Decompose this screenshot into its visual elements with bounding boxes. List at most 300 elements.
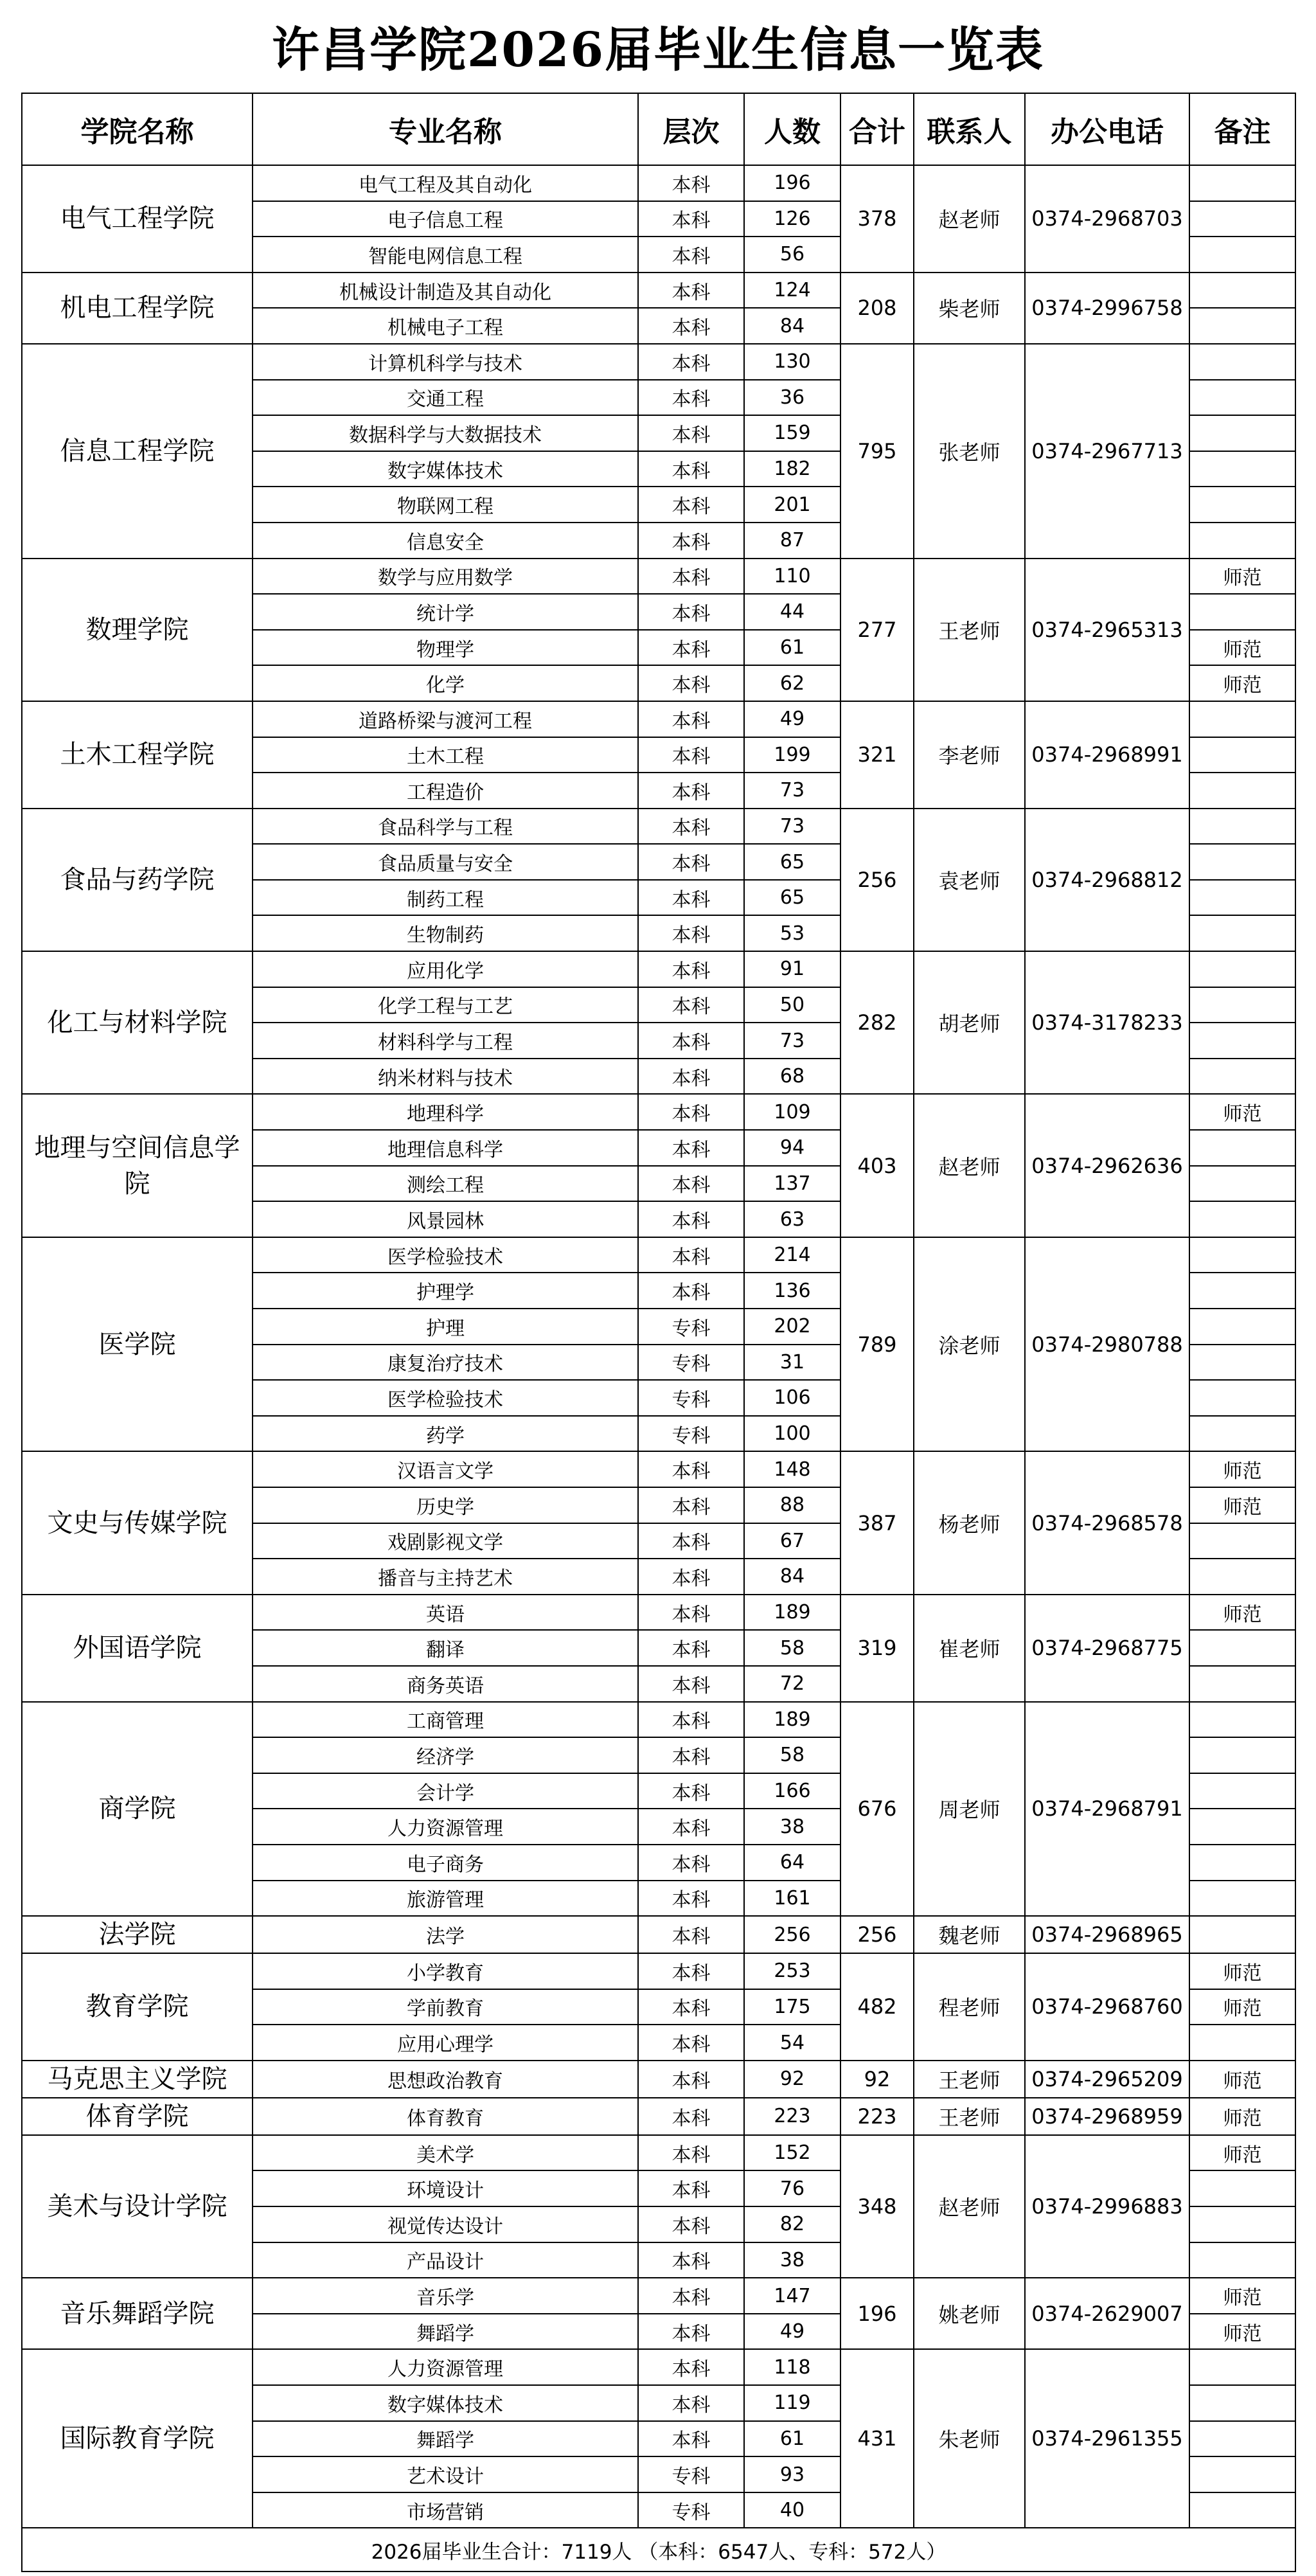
note-cell xyxy=(1189,1130,1295,1166)
college-name-cell: 教育学院 xyxy=(22,1953,253,2061)
major-cell: 医学检验技术 xyxy=(253,1237,638,1273)
college-total-cell: 208 xyxy=(840,273,914,344)
note-cell xyxy=(1189,1666,1295,1702)
note-cell: 师范 xyxy=(1189,2098,1295,2135)
major-cell: 人力资源管理 xyxy=(253,2349,638,2385)
level-cell: 本科 xyxy=(638,1989,744,2025)
count-cell: 49 xyxy=(744,2314,840,2350)
college-name-cell: 地理与空间信息学院 xyxy=(22,1094,253,1237)
major-cell: 电子商务 xyxy=(253,1845,638,1881)
phone-cell: 0374-3178233 xyxy=(1025,951,1189,1094)
major-cell: 信息安全 xyxy=(253,523,638,559)
major-cell: 化学 xyxy=(253,665,638,701)
level-cell: 本科 xyxy=(638,773,744,809)
table-row xyxy=(22,2278,1295,2314)
major-cell: 数字媒体技术 xyxy=(253,2385,638,2421)
count-cell: 175 xyxy=(744,1989,840,2025)
note-cell xyxy=(1189,844,1295,880)
level-cell: 本科 xyxy=(638,1916,744,1953)
note-cell xyxy=(1189,273,1295,309)
note-cell xyxy=(1189,165,1295,201)
college-total-cell: 321 xyxy=(840,701,914,809)
major-cell: 电子信息工程 xyxy=(253,201,638,237)
major-cell: 学前教育 xyxy=(253,1989,638,2025)
college-total-cell: 223 xyxy=(840,2098,914,2135)
header-level: 层次 xyxy=(638,93,744,165)
major-cell: 测绘工程 xyxy=(253,1166,638,1202)
major-cell: 历史学 xyxy=(253,1487,638,1523)
major-cell: 戏剧影视文学 xyxy=(253,1523,638,1559)
note-cell xyxy=(1189,1201,1295,1237)
note-cell: 师范 xyxy=(1189,2278,1295,2314)
college-name-cell: 马克思主义学院 xyxy=(22,2061,253,2098)
major-cell: 舞蹈学 xyxy=(253,2421,638,2457)
table-row xyxy=(22,701,1295,737)
level-cell: 本科 xyxy=(638,1523,744,1559)
level-cell: 本科 xyxy=(638,2242,744,2278)
major-cell: 制药工程 xyxy=(253,880,638,916)
major-cell: 化学工程与工艺 xyxy=(253,987,638,1023)
level-cell: 本科 xyxy=(638,201,744,237)
level-cell: 本科 xyxy=(638,665,744,701)
major-cell: 播音与主持艺术 xyxy=(253,1559,638,1595)
college-total-cell: 319 xyxy=(840,1595,914,1702)
count-cell: 137 xyxy=(744,1166,840,1202)
note-cell xyxy=(1189,2170,1295,2206)
level-cell: 本科 xyxy=(638,2314,744,2350)
major-cell: 旅游管理 xyxy=(253,1881,638,1917)
table-body xyxy=(22,165,1295,2528)
note-cell: 师范 xyxy=(1189,2061,1295,2098)
contact-cell: 王老师 xyxy=(914,559,1025,701)
major-cell: 应用化学 xyxy=(253,951,638,987)
note-cell xyxy=(1189,1916,1295,1953)
count-cell: 223 xyxy=(744,2098,840,2135)
note-cell xyxy=(1189,1845,1295,1881)
level-cell: 本科 xyxy=(638,2170,744,2206)
header-row xyxy=(22,93,1295,165)
level-cell: 本科 xyxy=(638,1737,744,1773)
level-cell: 本科 xyxy=(638,1666,744,1702)
count-cell: 54 xyxy=(744,2025,840,2061)
major-cell: 视觉传达设计 xyxy=(253,2206,638,2242)
count-cell: 73 xyxy=(744,773,840,809)
college-total-cell: 789 xyxy=(840,1237,914,1452)
major-cell: 体育教育 xyxy=(253,2098,638,2135)
college-name-cell: 机电工程学院 xyxy=(22,273,253,344)
count-cell: 68 xyxy=(744,1059,840,1095)
note-cell xyxy=(1189,1523,1295,1559)
count-cell: 110 xyxy=(744,559,840,595)
table-row xyxy=(22,2061,1295,2098)
note-cell xyxy=(1189,2456,1295,2492)
count-cell: 161 xyxy=(744,1881,840,1917)
note-cell xyxy=(1189,1380,1295,1416)
phone-cell: 0374-2968965 xyxy=(1025,1916,1189,1953)
phone-cell: 0374-2965313 xyxy=(1025,559,1189,701)
note-cell xyxy=(1189,1702,1295,1738)
major-cell: 数据科学与大数据技术 xyxy=(253,415,638,451)
contact-cell: 朱老师 xyxy=(914,2349,1025,2528)
major-cell: 护理 xyxy=(253,1309,638,1345)
college-total-cell: 387 xyxy=(840,1451,914,1594)
note-cell xyxy=(1189,737,1295,773)
major-cell: 英语 xyxy=(253,1595,638,1631)
level-cell: 专科 xyxy=(638,1309,744,1345)
major-cell: 机械设计制造及其自动化 xyxy=(253,273,638,309)
count-cell: 201 xyxy=(744,487,840,523)
table-row xyxy=(22,559,1295,595)
contact-cell: 胡老师 xyxy=(914,951,1025,1094)
count-cell: 147 xyxy=(744,2278,840,2314)
count-cell: 58 xyxy=(744,1737,840,1773)
major-cell: 食品质量与安全 xyxy=(253,844,638,880)
level-cell: 本科 xyxy=(638,1059,744,1095)
note-cell: 师范 xyxy=(1189,1989,1295,2025)
count-cell: 130 xyxy=(744,344,840,380)
major-cell: 智能电网信息工程 xyxy=(253,237,638,273)
page-title: 许昌学院2026届毕业生信息一览表 xyxy=(272,22,1044,78)
college-total-cell: 196 xyxy=(840,2278,914,2349)
count-cell: 76 xyxy=(744,2170,840,2206)
college-total-cell: 282 xyxy=(840,951,914,1094)
contact-cell: 李老师 xyxy=(914,701,1025,809)
level-cell: 本科 xyxy=(638,2206,744,2242)
level-cell: 本科 xyxy=(638,1702,744,1738)
contact-cell: 崔老师 xyxy=(914,1595,1025,1702)
contact-cell: 杨老师 xyxy=(914,1451,1025,1594)
count-cell: 65 xyxy=(744,844,840,880)
count-cell: 119 xyxy=(744,2385,840,2421)
major-cell: 思想政治教育 xyxy=(253,2061,638,2098)
college-name-cell: 音乐舞蹈学院 xyxy=(22,2278,253,2349)
major-cell: 舞蹈学 xyxy=(253,2314,638,2350)
header-note: 备注 xyxy=(1189,93,1295,165)
major-cell: 材料科学与工程 xyxy=(253,1023,638,1059)
level-cell: 本科 xyxy=(638,1273,744,1309)
note-cell xyxy=(1189,1059,1295,1095)
note-cell xyxy=(1189,2025,1295,2061)
phone-cell: 0374-2996883 xyxy=(1025,2135,1189,2278)
header-college: 学院名称 xyxy=(22,93,253,165)
count-cell: 189 xyxy=(744,1702,840,1738)
note-cell xyxy=(1189,344,1295,380)
level-cell: 本科 xyxy=(638,2385,744,2421)
college-name-cell: 法学院 xyxy=(22,1916,253,1953)
contact-cell: 赵老师 xyxy=(914,165,1025,273)
table-row xyxy=(22,1702,1295,1738)
note-cell xyxy=(1189,773,1295,809)
phone-cell: 0374-2968578 xyxy=(1025,1451,1189,1594)
phone-cell: 0374-2968703 xyxy=(1025,165,1189,273)
count-cell: 91 xyxy=(744,951,840,987)
level-cell: 本科 xyxy=(638,1595,744,1631)
level-cell: 本科 xyxy=(638,2349,744,2385)
college-name-cell: 美术与设计学院 xyxy=(22,2135,253,2278)
major-cell: 纳米材料与技术 xyxy=(253,1059,638,1095)
count-cell: 118 xyxy=(744,2349,840,2385)
level-cell: 本科 xyxy=(638,1201,744,1237)
note-cell xyxy=(1189,1023,1295,1059)
note-cell: 师范 xyxy=(1189,1487,1295,1523)
major-cell: 商务英语 xyxy=(253,1666,638,1702)
major-cell: 食品科学与工程 xyxy=(253,809,638,845)
note-cell xyxy=(1189,1166,1295,1202)
header-phone: 办公电话 xyxy=(1025,93,1189,165)
level-cell: 本科 xyxy=(638,951,744,987)
contact-cell: 涂老师 xyxy=(914,1237,1025,1452)
table-row xyxy=(22,273,1295,309)
count-cell: 53 xyxy=(744,915,840,951)
contact-cell: 赵老师 xyxy=(914,2135,1025,2278)
phone-cell: 0374-2968812 xyxy=(1025,809,1189,951)
major-cell: 市场营销 xyxy=(253,2492,638,2528)
college-total-cell: 256 xyxy=(840,1916,914,1953)
major-cell: 风景园林 xyxy=(253,1201,638,1237)
college-name-cell: 体育学院 xyxy=(22,2098,253,2135)
level-cell: 本科 xyxy=(638,2278,744,2314)
phone-cell: 0374-2968991 xyxy=(1025,701,1189,809)
count-cell: 87 xyxy=(744,523,840,559)
college-total-cell: 378 xyxy=(840,165,914,273)
note-cell: 师范 xyxy=(1189,665,1295,701)
note-cell xyxy=(1189,594,1295,630)
note-cell xyxy=(1189,1773,1295,1809)
table-row xyxy=(22,2135,1295,2171)
major-cell: 法学 xyxy=(253,1916,638,1953)
level-cell: 本科 xyxy=(638,1094,744,1130)
contact-cell: 张老师 xyxy=(914,344,1025,559)
major-cell: 医学检验技术 xyxy=(253,1380,638,1416)
count-cell: 202 xyxy=(744,1309,840,1345)
count-cell: 214 xyxy=(744,1237,840,1273)
major-cell: 人力资源管理 xyxy=(253,1809,638,1845)
major-cell: 翻译 xyxy=(253,1630,638,1666)
count-cell: 31 xyxy=(744,1345,840,1381)
count-cell: 36 xyxy=(744,380,840,416)
note-cell: 师范 xyxy=(1189,1094,1295,1130)
count-cell: 182 xyxy=(744,451,840,487)
college-total-cell: 403 xyxy=(840,1094,914,1237)
level-cell: 本科 xyxy=(638,701,744,737)
contact-cell: 赵老师 xyxy=(914,1094,1025,1237)
note-cell xyxy=(1189,915,1295,951)
table-row xyxy=(22,1953,1295,1989)
college-name-cell: 商学院 xyxy=(22,1702,253,1917)
contact-cell: 王老师 xyxy=(914,2098,1025,2135)
count-cell: 62 xyxy=(744,665,840,701)
major-cell: 小学教育 xyxy=(253,1953,638,1989)
table-row xyxy=(22,2349,1295,2385)
count-cell: 40 xyxy=(744,2492,840,2528)
level-cell: 本科 xyxy=(638,809,744,845)
level-cell: 本科 xyxy=(638,344,744,380)
note-cell xyxy=(1189,487,1295,523)
graduate-info-table xyxy=(21,93,1296,2572)
count-cell: 61 xyxy=(744,2421,840,2457)
note-cell xyxy=(1189,2385,1295,2421)
note-cell xyxy=(1189,523,1295,559)
major-cell: 道路桥梁与渡河工程 xyxy=(253,701,638,737)
major-cell: 数字媒体技术 xyxy=(253,451,638,487)
count-cell: 152 xyxy=(744,2135,840,2171)
major-cell: 数学与应用数学 xyxy=(253,559,638,595)
major-cell: 康复治疗技术 xyxy=(253,1345,638,1381)
major-cell: 会计学 xyxy=(253,1773,638,1809)
footer-row xyxy=(22,2528,1295,2572)
major-cell: 应用心理学 xyxy=(253,2025,638,2061)
count-cell: 94 xyxy=(744,1130,840,1166)
count-cell: 106 xyxy=(744,1380,840,1416)
contact-cell: 袁老师 xyxy=(914,809,1025,951)
note-cell xyxy=(1189,1273,1295,1309)
college-name-cell: 文史与传媒学院 xyxy=(22,1451,253,1594)
note-cell xyxy=(1189,1737,1295,1773)
count-cell: 64 xyxy=(744,1845,840,1881)
note-cell: 师范 xyxy=(1189,630,1295,666)
level-cell: 专科 xyxy=(638,2492,744,2528)
college-name-cell: 数理学院 xyxy=(22,559,253,701)
note-cell xyxy=(1189,1416,1295,1452)
college-total-cell: 431 xyxy=(840,2349,914,2528)
header-total: 合计 xyxy=(840,93,914,165)
count-cell: 65 xyxy=(744,880,840,916)
college-name-cell: 食品与药学院 xyxy=(22,809,253,951)
major-cell: 统计学 xyxy=(253,594,638,630)
count-cell: 44 xyxy=(744,594,840,630)
table-row xyxy=(22,1595,1295,1631)
college-total-cell: 348 xyxy=(840,2135,914,2278)
phone-cell: 0374-2967713 xyxy=(1025,344,1189,559)
major-cell: 经济学 xyxy=(253,1737,638,1773)
count-cell: 196 xyxy=(744,165,840,201)
level-cell: 本科 xyxy=(638,1881,744,1917)
college-total-cell: 795 xyxy=(840,344,914,559)
level-cell: 专科 xyxy=(638,2456,744,2492)
note-cell xyxy=(1189,415,1295,451)
count-cell: 159 xyxy=(744,415,840,451)
level-cell: 本科 xyxy=(638,1487,744,1523)
major-cell: 机械电子工程 xyxy=(253,308,638,344)
phone-cell: 0374-2968760 xyxy=(1025,1953,1189,2061)
count-cell: 49 xyxy=(744,701,840,737)
count-cell: 67 xyxy=(744,1523,840,1559)
college-total-cell: 92 xyxy=(840,2061,914,2098)
contact-cell: 程老师 xyxy=(914,1953,1025,2061)
contact-cell: 柴老师 xyxy=(914,273,1025,344)
major-cell: 产品设计 xyxy=(253,2242,638,2278)
level-cell: 本科 xyxy=(638,630,744,666)
major-cell: 地理信息科学 xyxy=(253,1130,638,1166)
count-cell: 58 xyxy=(744,1630,840,1666)
count-cell: 256 xyxy=(744,1916,840,1953)
note-cell xyxy=(1189,1881,1295,1917)
college-name-cell: 电气工程学院 xyxy=(22,165,253,273)
level-cell: 本科 xyxy=(638,273,744,309)
note-cell: 师范 xyxy=(1189,559,1295,595)
note-cell xyxy=(1189,809,1295,845)
major-cell: 生物制药 xyxy=(253,915,638,951)
count-cell: 73 xyxy=(744,1023,840,1059)
table-row xyxy=(22,1916,1295,1953)
level-cell: 本科 xyxy=(638,165,744,201)
count-cell: 92 xyxy=(744,2061,840,2098)
table-row xyxy=(22,951,1295,987)
phone-cell: 0374-2980788 xyxy=(1025,1237,1189,1452)
note-cell xyxy=(1189,2242,1295,2278)
note-cell xyxy=(1189,1809,1295,1845)
table-row xyxy=(22,2098,1295,2135)
count-cell: 109 xyxy=(744,1094,840,1130)
note-cell: 师范 xyxy=(1189,1595,1295,1631)
phone-cell: 0374-2965209 xyxy=(1025,2061,1189,2098)
note-cell: 师范 xyxy=(1189,2314,1295,2350)
level-cell: 本科 xyxy=(638,987,744,1023)
major-cell: 计算机科学与技术 xyxy=(253,344,638,380)
note-cell xyxy=(1189,451,1295,487)
major-cell: 地理科学 xyxy=(253,1094,638,1130)
note-cell xyxy=(1189,201,1295,237)
level-cell: 本科 xyxy=(638,415,744,451)
note-cell xyxy=(1189,1559,1295,1595)
major-cell: 交通工程 xyxy=(253,380,638,416)
note-cell: 师范 xyxy=(1189,1451,1295,1487)
level-cell: 专科 xyxy=(638,1416,744,1452)
count-cell: 100 xyxy=(744,1416,840,1452)
table-row xyxy=(22,344,1295,380)
note-cell: 师范 xyxy=(1189,2135,1295,2171)
level-cell: 本科 xyxy=(638,2061,744,2098)
count-cell: 84 xyxy=(744,308,840,344)
contact-cell: 周老师 xyxy=(914,1702,1025,1917)
note-cell xyxy=(1189,1630,1295,1666)
level-cell: 本科 xyxy=(638,2098,744,2135)
college-name-cell: 化工与材料学院 xyxy=(22,951,253,1094)
count-cell: 84 xyxy=(744,1559,840,1595)
table-row xyxy=(22,809,1295,845)
note-cell xyxy=(1189,880,1295,916)
college-name-cell: 土木工程学院 xyxy=(22,701,253,809)
level-cell: 本科 xyxy=(638,1630,744,1666)
count-cell: 82 xyxy=(744,2206,840,2242)
level-cell: 本科 xyxy=(638,308,744,344)
count-cell: 61 xyxy=(744,630,840,666)
level-cell: 本科 xyxy=(638,487,744,523)
grand-total: 2026届毕业生合计：7119人 （本科：6547人、专科：572人） xyxy=(22,2528,1295,2572)
level-cell: 本科 xyxy=(638,1845,744,1881)
level-cell: 本科 xyxy=(638,523,744,559)
level-cell: 本科 xyxy=(638,2025,744,2061)
count-cell: 189 xyxy=(744,1595,840,1631)
level-cell: 本科 xyxy=(638,1809,744,1845)
note-cell xyxy=(1189,380,1295,416)
major-cell: 环境设计 xyxy=(253,2170,638,2206)
count-cell: 38 xyxy=(744,2242,840,2278)
note-cell: 师范 xyxy=(1189,1953,1295,1989)
note-cell xyxy=(1189,951,1295,987)
major-cell: 药学 xyxy=(253,1416,638,1452)
count-cell: 253 xyxy=(744,1953,840,1989)
header-count: 人数 xyxy=(744,93,840,165)
level-cell: 本科 xyxy=(638,1130,744,1166)
phone-cell: 0374-2961355 xyxy=(1025,2349,1189,2528)
college-total-cell: 256 xyxy=(840,809,914,951)
level-cell: 本科 xyxy=(638,2135,744,2171)
contact-cell: 王老师 xyxy=(914,2061,1025,2098)
contact-cell: 魏老师 xyxy=(914,1916,1025,1953)
college-name-cell: 外国语学院 xyxy=(22,1595,253,1702)
table-row xyxy=(22,1094,1295,1130)
